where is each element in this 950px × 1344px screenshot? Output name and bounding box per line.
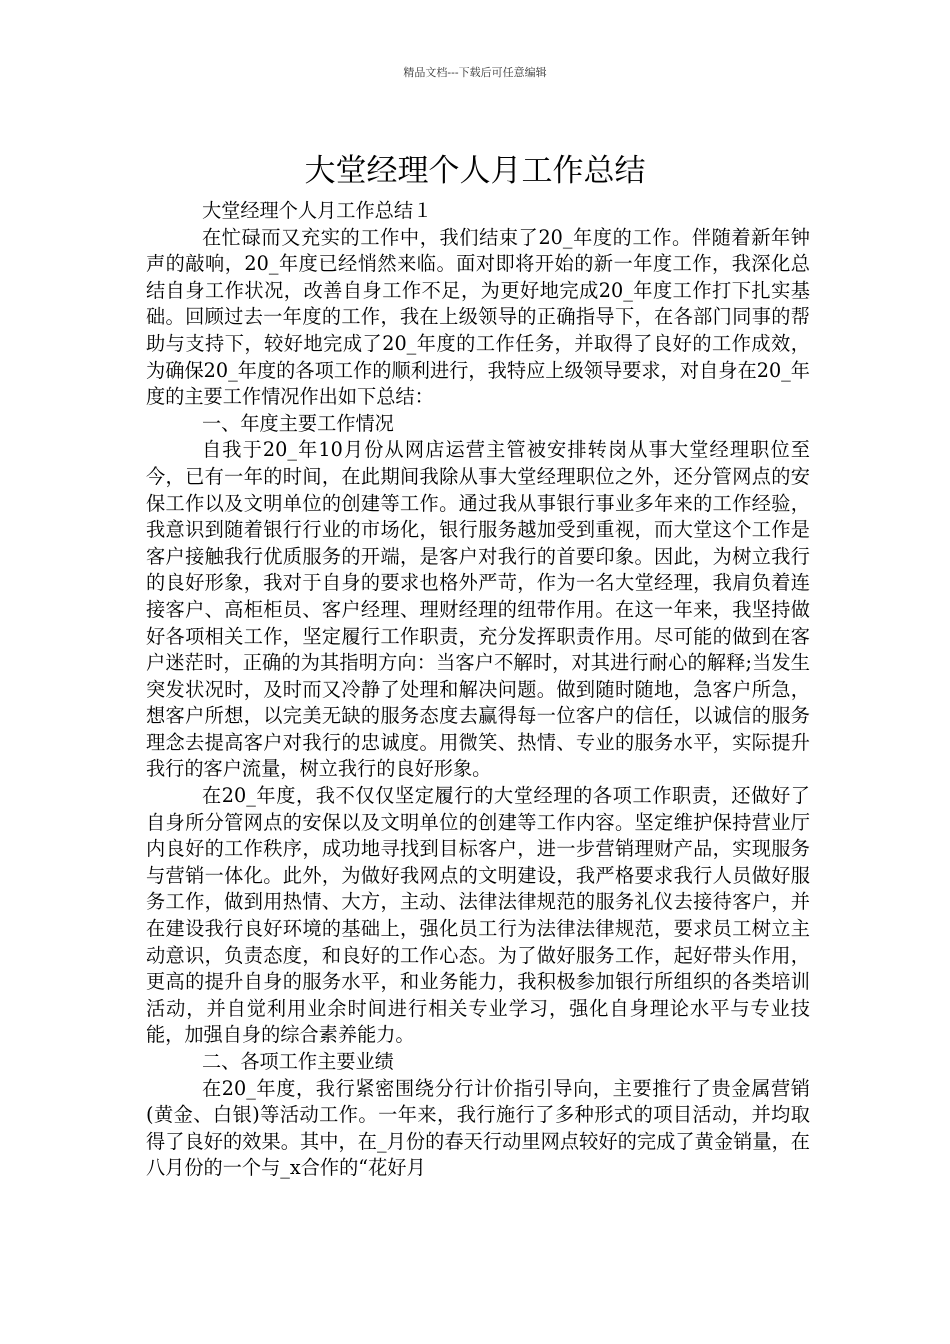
paragraph: 在20_年度，我不仅仅坚定履行的大堂经理的各项工作职责，还做好了自身所分管网点的安保以及文明单位的创建等工作内容。坚定维护保持营业厅内良好的工作秩序，成功地寻找到目标客户，进一步营销理财产品，实现服务与营销一体化。此外，为做好我网点的文明建设，我严格要求我行人员做好服务工作，做到用热情、大方，主动、法律法律规范的服务礼仪去接待客户，并在建设我行良好环境的基础上，强化员工行为法律法律规范，要求员工树立主动意识，负责态度，和良好的工作心态。为了做好服务工作，起好带头作用，更高的提升自身的服务水平，和业务能力，我积极参加银行所组织的各类培训活动，并自觉利用业余时间进行相关专业学习，强化自身理论水平与专业技能，加强自身的综合素养能力。 xyxy=(146,784,810,1047)
document-title: 大堂经理个人月工作总结 xyxy=(304,152,646,189)
section-heading: 二、各项工作主要业绩 xyxy=(202,1050,394,1073)
paragraph: 在忙碌而又充实的工作中，我们结束了20_年度的工作。伴随着新年钟声的敲响，20_年度已经悄然来临。面对即将开始的新一年度工作，我深化总结自身工作状况，改善自身工作不足，为更好地完成20_年度工作打下扎实基础。回顾过去一年度的工作，我在上级领导的正确指导下，在各部门同事的帮助与支持下，较好地完成了20_年度的工作任务，并取得了良好的工作成效，为确保20_年度的各项工作的顺利进行，我特应上级领导要求，对自身在20_年度的主要工作情况作出如下总结： xyxy=(146,225,810,409)
section-heading: 一、年度主要工作情况 xyxy=(202,411,394,435)
page-header: 精品文档---下载后可任意编辑 xyxy=(403,66,547,79)
paragraph: 在20_年度，我行紧密围绕分行计价指引导向，主要推行了贵金属营销(黄金、白银)等活动工作。一年来，我行施行了多种形式的项目活动，并均取得了良好的效果。其中，在_月份的春天行动里网点较好的完成了黄金销量，在八月份的一个与_x合作的“花好月 xyxy=(146,1076,810,1180)
document-body xyxy=(146,198,810,1182)
paragraph: 自我于20_年10月份从网店运营主管被安排转岗从事大堂经理职位至今，已有一年的时间，在此期间我除从事大堂经理职位之外，还分管网点的安保工作以及文明单位的创建等工作。通过我从事银行事业多年来的工作经验，我意识到随着银行行业的市场化，银行服务越加受到重视，而大堂这个工作是客户接触我行优质服务的开端，是客户对我行的首要印象。因此，为树立我行的良好形象，我对于自身的要求也格外严苛，作为一名大堂经理，我肩负着连接客户、高柜柜员、客户经理、理财经理的纽带作用。在这一年来，我坚持做好各项相关工作，坚定履行工作职责，充分发挥职责作用。尽可能的做到在客户迷茫时，正确的为其指明方向：当客户不解时，对其进行耐心的解释;当发生突发状况时，及时而又冷静了处理和解决问题。做到随时随地，急客户所急，想客户所想，以完美无缺的服务态度去赢得每一位客户的信任，以诚信的服务理念去提高客户对我行的忠诚度。用微笑、热情、专业的服务水平，实际提升我行的客户流量，树立我行的良好形象。 xyxy=(146,438,810,781)
section-subtitle: 大堂经理个人月工作总结１ xyxy=(202,199,433,222)
